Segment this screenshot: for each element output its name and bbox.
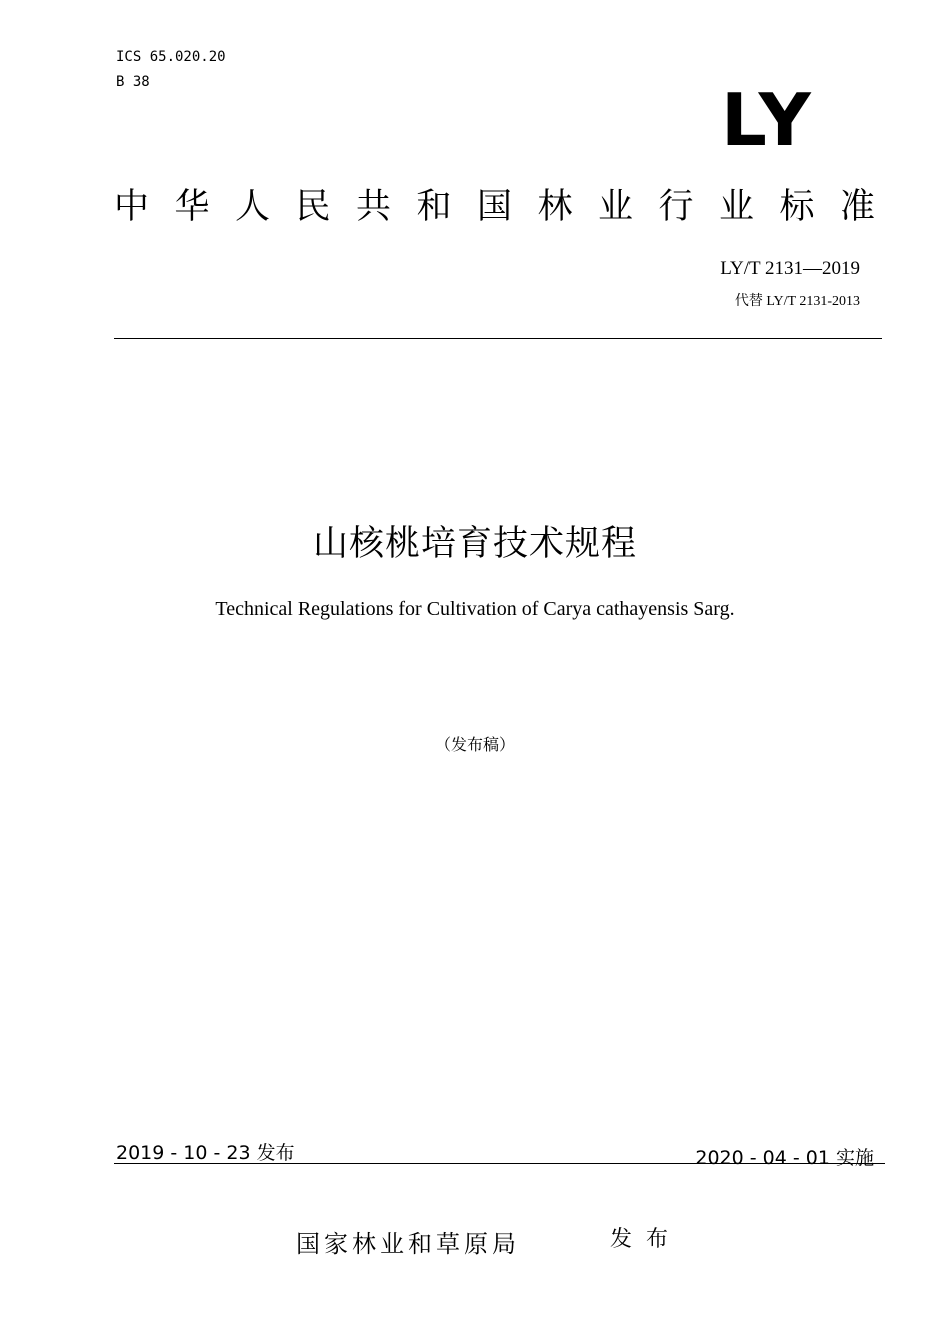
header-divider <box>114 338 882 339</box>
publish-date: 2019 - 10 - 23 发布 <box>116 1142 295 1164</box>
issuing-authority: 国家林业和草原局 <box>296 1230 520 1258</box>
standard-number: LY/T 2131—2019 <box>720 258 860 279</box>
draft-status: （发布稿） <box>434 737 515 754</box>
ly-logo: LY <box>721 78 814 162</box>
effective-date: 2020 - 04 - 01 实施 <box>695 1147 874 1169</box>
document-title-zh: 山核桃培育技术规程 <box>312 524 637 564</box>
footer-divider <box>114 1163 885 1164</box>
ics-code: ICS 65.020.20 <box>116 49 226 65</box>
issue-label: 发布 <box>610 1227 683 1252</box>
document-title-en: Technical Regulations for Cultivation of Carya cathayensis Sarg. <box>215 598 735 620</box>
standard-category-title: 中华人民共和国林业行业标准 <box>114 187 901 227</box>
classification-code: B 38 <box>116 74 150 90</box>
replaces-standard: 代替 LY/T 2131-2013 <box>734 294 860 309</box>
